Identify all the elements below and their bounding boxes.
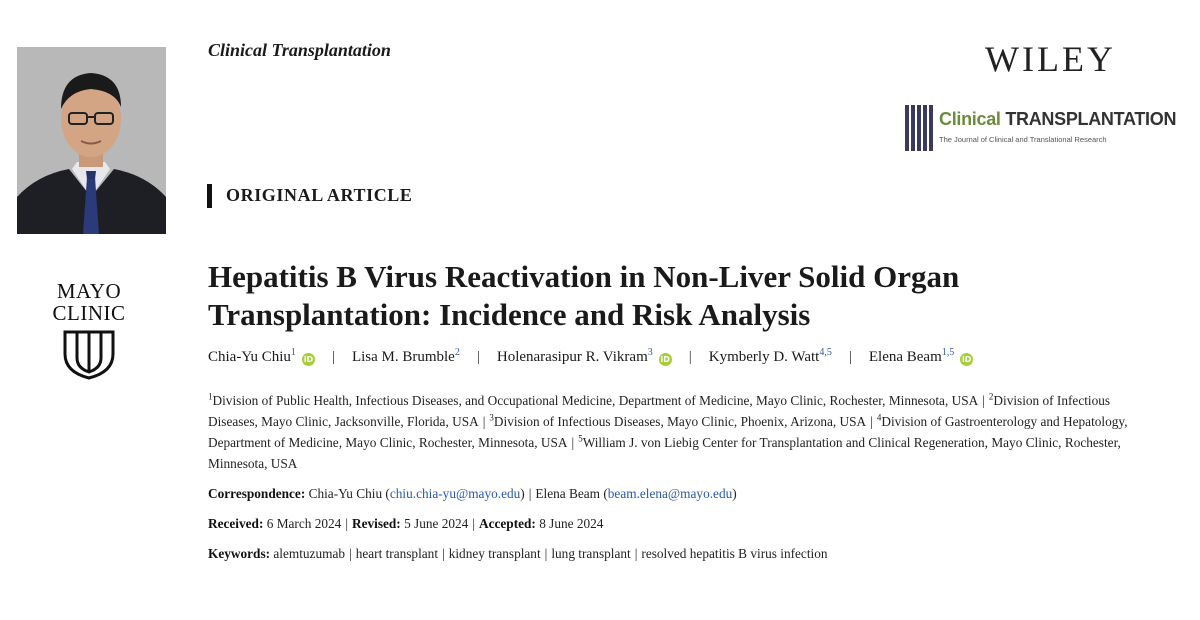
affiliation-number: 3 [489, 412, 494, 423]
author-name[interactable]: Elena Beam [868, 349, 942, 365]
author-separator: | [331, 349, 335, 365]
accepted-label: Accepted: [479, 516, 536, 531]
keyword-separator: | [634, 546, 638, 561]
institution-name-line1: MAYO [56, 279, 122, 303]
affiliation-separator: | [482, 414, 486, 429]
keyword-item[interactable]: resolved hepatitis B virus infection [641, 546, 828, 561]
author-item[interactable] [869, 349, 973, 366]
affiliation-separator: | [870, 414, 873, 429]
author-separator: | [476, 349, 480, 365]
author-list [208, 349, 973, 366]
author-name[interactable]: Holenarasipur R. Vikram [496, 349, 648, 365]
author-affiliation-ref: 2 [454, 347, 460, 358]
orcid-icon[interactable]: iD [660, 355, 670, 364]
affiliation-text: William J. von Liebig Center for Transplantation and Clinical Regeneration, Mayo Clinic, Rochester, Minnesota, USA [208, 435, 1121, 471]
journal-name: Clinical Transplantation [208, 40, 391, 60]
author-name[interactable]: Lisa M. Brumble [351, 349, 455, 365]
author-affiliation-ref: 4,5 [819, 347, 832, 358]
received-date: 6 March 2024 [266, 516, 342, 531]
keyword-separator: | [349, 546, 352, 561]
affiliation-number: 2 [988, 391, 994, 402]
affiliation-number: 4 [876, 412, 882, 423]
keyword-separator: | [544, 546, 548, 561]
author-item[interactable] [497, 349, 672, 366]
journal-logo-bars-icon [905, 105, 935, 151]
author-item[interactable] [709, 349, 832, 366]
author-item[interactable] [352, 349, 460, 366]
affiliation-text: Division of Public Health, Infectious Diseases, and Occupational Medicine, Department of Medicine, Mayo Clinic, Rochester, Minnesota, USA [212, 393, 979, 408]
orcid-icon[interactable]: iD [962, 355, 972, 364]
date-separator: | [472, 516, 475, 531]
revised-label: Revised: [351, 516, 401, 531]
accepted-date: 8 June 2024 [539, 516, 604, 531]
author-affiliation-ref: 3 [647, 347, 653, 358]
mayo-shield-icon [61, 328, 117, 380]
keywords-label: Keywords: [208, 546, 271, 561]
publisher-logo: WILEY [985, 39, 1116, 79]
date-separator: | [345, 516, 348, 531]
author-name[interactable]: Chia-Yu Chiu [208, 349, 291, 365]
author-name[interactable]: Kymberly D. Watt [708, 349, 820, 365]
article-type: ORIGINAL ARTICLE [226, 185, 413, 205]
revised-date: 5 June 2024 [404, 516, 469, 531]
author-affiliation-ref: 1,5 [941, 347, 955, 358]
received-label: Received: [208, 516, 264, 531]
journal-logo-title [939, 109, 1176, 130]
journal-logo-word1: Clinical [939, 109, 1001, 129]
correspondence-name: Elena Beam [535, 486, 600, 501]
orcid-icon[interactable]: iD [303, 355, 314, 364]
institution-name-line2: CLINIC [52, 301, 126, 325]
article-dates [208, 516, 603, 532]
keyword-item[interactable]: kidney transplant [448, 546, 541, 561]
article-type-bar [207, 184, 212, 208]
correspondence-separator: | [528, 486, 532, 501]
author-separator: | [688, 349, 692, 365]
keyword-separator: | [442, 546, 445, 561]
correspondence: Correspondence: Chia-Yu Chiu (chiu.chia-yu@mayo.edu) | Elena Beam (beam.elena@mayo.edu) [208, 486, 737, 501]
affiliation-separator: | [982, 393, 985, 408]
correspondence-email[interactable]: chiu.chia-yu@mayo.edu [389, 486, 521, 501]
author-affiliation-ref: 1 [290, 347, 296, 358]
author-photo-illustration [17, 47, 166, 234]
affiliation-text: Division of Infectious Diseases, Mayo Clinic, Phoenix, Arizona, USA [493, 414, 867, 429]
affiliation-separator: | [571, 435, 575, 450]
author-photo [17, 47, 166, 234]
keyword-item[interactable]: alemtuzumab [273, 546, 346, 561]
keywords [208, 546, 828, 562]
affiliation-number: 5 [578, 433, 583, 444]
keyword-item[interactable]: heart transplant [355, 546, 439, 561]
affiliations [208, 390, 1143, 474]
journal-logo [905, 105, 1177, 151]
journal-logo-word2: TRANSPLANTATION [1005, 109, 1177, 129]
institution-logo [44, 280, 134, 380]
article-title: Hepatitis B Virus Reactivation in Non-Liver Solid Organ Transplantation: Incidence and Risk Analysis [208, 259, 960, 332]
correspondence-name: Chia-Yu Chiu [308, 486, 383, 501]
correspondence-email[interactable]: beam.elena@mayo.edu [607, 486, 733, 501]
keyword-item[interactable]: lung transplant [551, 546, 631, 561]
affiliation-text: Division of Infectious Diseases, Mayo Clinic, Jacksonville, Florida, USA [208, 393, 1111, 429]
author-item[interactable] [208, 349, 315, 366]
journal-logo-subtitle: The Journal of Clinical and Translational Research [939, 135, 1107, 144]
affiliation-text: Division of Gastroenterology and Hepatology, Department of Medicine, Mayo Clinic, Rochester, Minnesota, USA [208, 414, 1128, 450]
affiliation-number: 1 [208, 391, 213, 402]
correspondence-label: Correspondence: [208, 486, 306, 501]
author-separator: | [848, 349, 852, 365]
